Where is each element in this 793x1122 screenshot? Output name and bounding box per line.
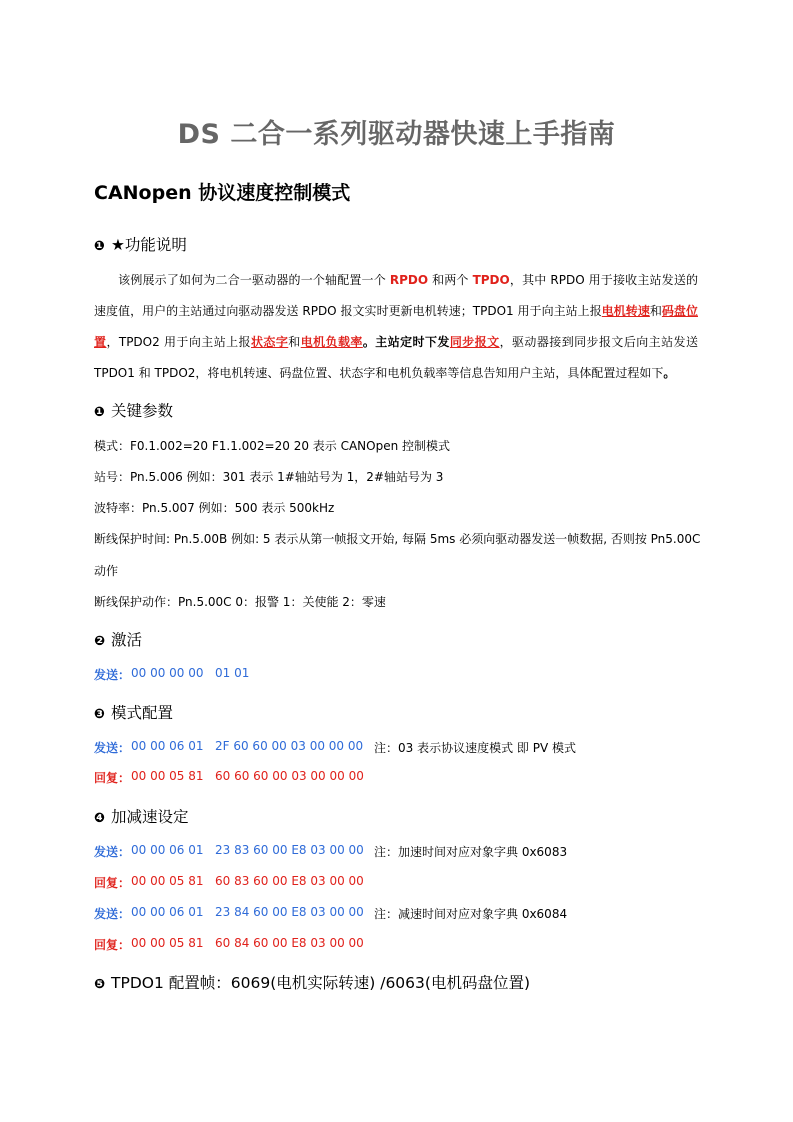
heading-text: 关键参数 (111, 402, 174, 420)
can-id: 00 00 06 01 (131, 843, 204, 857)
param-line-timeout: 断线保护时间: Pn.5.00B 例如: 5 表示从第一帧报文开始, 每隔 5ms 必须向驱动器发送一帧数据, 否则按 Pn5.00C (94, 532, 701, 546)
can-data: 01 01 (215, 666, 250, 680)
keyword-status-word: 状态字 (250, 335, 289, 349)
keyword-encoder-position: 码盘位置 (94, 304, 698, 349)
param-line-station: 站号：Pn.5.006 例如：301 表示 1#轴站号为 1，2#轴站号为 3 (94, 470, 444, 484)
bullet-number: ❷ (94, 634, 106, 649)
note: 注：03 表示协议速度模式 即 PV 模式 (374, 741, 576, 755)
text-run: 。 (663, 366, 676, 380)
reply-label: 回复： (94, 771, 131, 785)
reply-label: 回复： (94, 938, 131, 952)
heading-text: 激活 (111, 631, 143, 649)
can-data: 2F 60 60 00 03 00 00 00 (215, 739, 364, 753)
accel-reply-row (94, 874, 694, 891)
bullet-number: ❶ (94, 239, 106, 254)
text-run: 该例展示了如何为二合一驱动器的一个轴配置一个 (118, 273, 390, 287)
note: 注：减速时间对应对象字典 0x6084 (374, 907, 568, 921)
can-data: 60 60 60 00 03 00 00 00 (215, 769, 364, 783)
text-run: 和两个 (428, 273, 473, 287)
mode-reply-row (94, 769, 694, 786)
heading-function-description (94, 233, 187, 255)
can-data: 23 83 60 00 E8 03 00 00 (215, 843, 364, 857)
heading-activate (94, 628, 142, 650)
accel-send-row (94, 843, 694, 860)
heading-key-parameters (94, 399, 173, 421)
text-run: 和 (649, 304, 662, 318)
can-data: 60 83 60 00 E8 03 00 00 (215, 874, 364, 888)
keyword-sync-message: 同步报文 (449, 335, 500, 349)
can-data: 60 84 60 00 E8 03 00 00 (215, 936, 364, 950)
send-label: 发送： (94, 845, 131, 859)
heading-text: TPDO1 配置帧：6069(电机实际转速) /6063(电机码盘位置) (111, 974, 530, 992)
bullet-number: ❶ (94, 405, 106, 420)
can-id: 00 00 05 81 (131, 874, 204, 888)
decel-reply-row (94, 936, 694, 953)
send-label: 发送： (94, 907, 131, 921)
heading-mode-config (94, 701, 173, 723)
param-line-mode: 模式：F0.1.002=20 F1.1.002=20 20 表示 CANOpen 控制模式 (94, 439, 451, 453)
activate-send-row (94, 666, 694, 683)
bullet-number: ❸ (94, 707, 106, 722)
function-description-paragraph (94, 265, 698, 389)
can-id: 00 00 00 00 (131, 666, 204, 680)
heading-text: 加减速设定 (111, 808, 189, 826)
section-title: CANopen 协议速度控制模式 (94, 182, 351, 204)
mode-send-row (94, 739, 694, 756)
keyword-motor-speed: 电机转速 (601, 304, 650, 318)
send-label: 发送： (94, 741, 131, 755)
heading-text: 模式配置 (111, 704, 174, 722)
text-run: ，驱动器接到同步报文后向主站发送 TPDO1 和 TPDO2，将电机转速、码盘位置、状态字和电机负载率等信息告知用户主站，具体配置过程如下 (94, 335, 698, 380)
decel-send-row (94, 905, 694, 922)
can-id: 00 00 06 01 (131, 739, 204, 753)
send-label: 发送： (94, 668, 131, 682)
bullet-number: ❺ (94, 977, 106, 992)
text-run: 。主站定时下发 (362, 335, 450, 349)
heading-tpdo1-config (94, 971, 530, 993)
param-line-baudrate: 波特率：Pn.5.007 例如：500 表示 500kHz (94, 501, 335, 515)
can-id: 00 00 05 81 (131, 769, 204, 783)
can-data: 23 84 60 00 E8 03 00 00 (215, 905, 364, 919)
keyword-tpdo: TPDO (472, 273, 510, 287)
bullet-number: ❹ (94, 811, 106, 826)
param-line-protect-action: 断线保护动作：Pn.5.00C 0：报警 1：关使能 2：零速 (94, 595, 386, 609)
heading-text: ★功能说明 (111, 236, 187, 254)
can-id: 00 00 06 01 (131, 905, 204, 919)
keyword-rpdo: RPDO (389, 273, 429, 287)
can-id: 00 00 05 81 (131, 936, 204, 950)
param-line-timeout-cont: 动作 (94, 564, 119, 578)
reply-label: 回复： (94, 876, 131, 890)
heading-accel-decel (94, 805, 189, 827)
text-run: 和 (288, 335, 301, 349)
text-run: ，TPDO2 用于向主站上报 (106, 335, 251, 349)
document-title: DS 二合一系列驱动器快速上手指南 (177, 119, 616, 150)
text-run: ，其中 RPDO 用于接收主站发送的速度值，用户的主站通过向驱动器发送 RPDO 报文实时更新电机转速；TPDO1 用于向主站上报 (94, 273, 698, 318)
note: 注：加速时间对应对象字典 0x6083 (374, 845, 568, 859)
keyword-load-rate: 电机负载率 (300, 335, 363, 349)
